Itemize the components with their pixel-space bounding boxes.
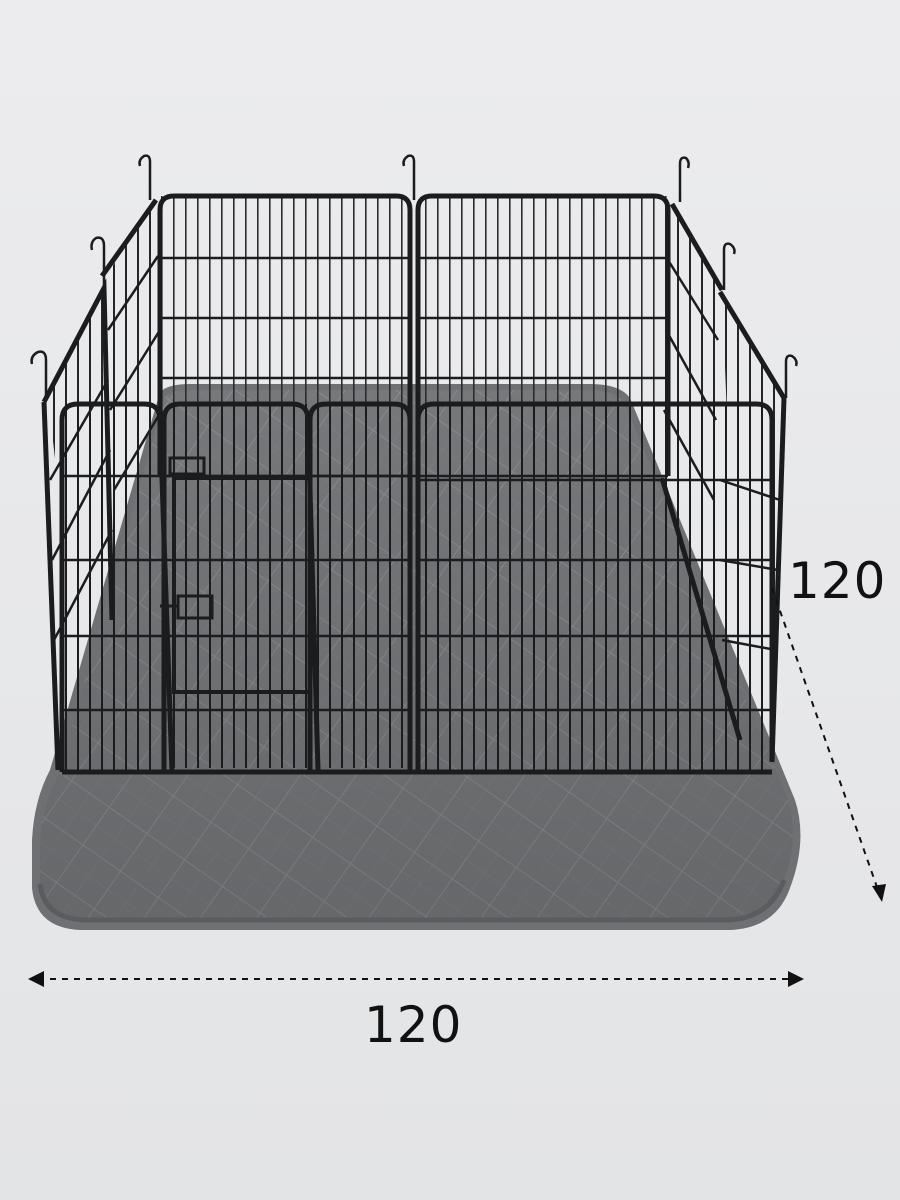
- depth-dimension-label: 120: [788, 552, 887, 610]
- front-fence: [62, 404, 772, 772]
- width-dimension-label: 120: [364, 996, 463, 1054]
